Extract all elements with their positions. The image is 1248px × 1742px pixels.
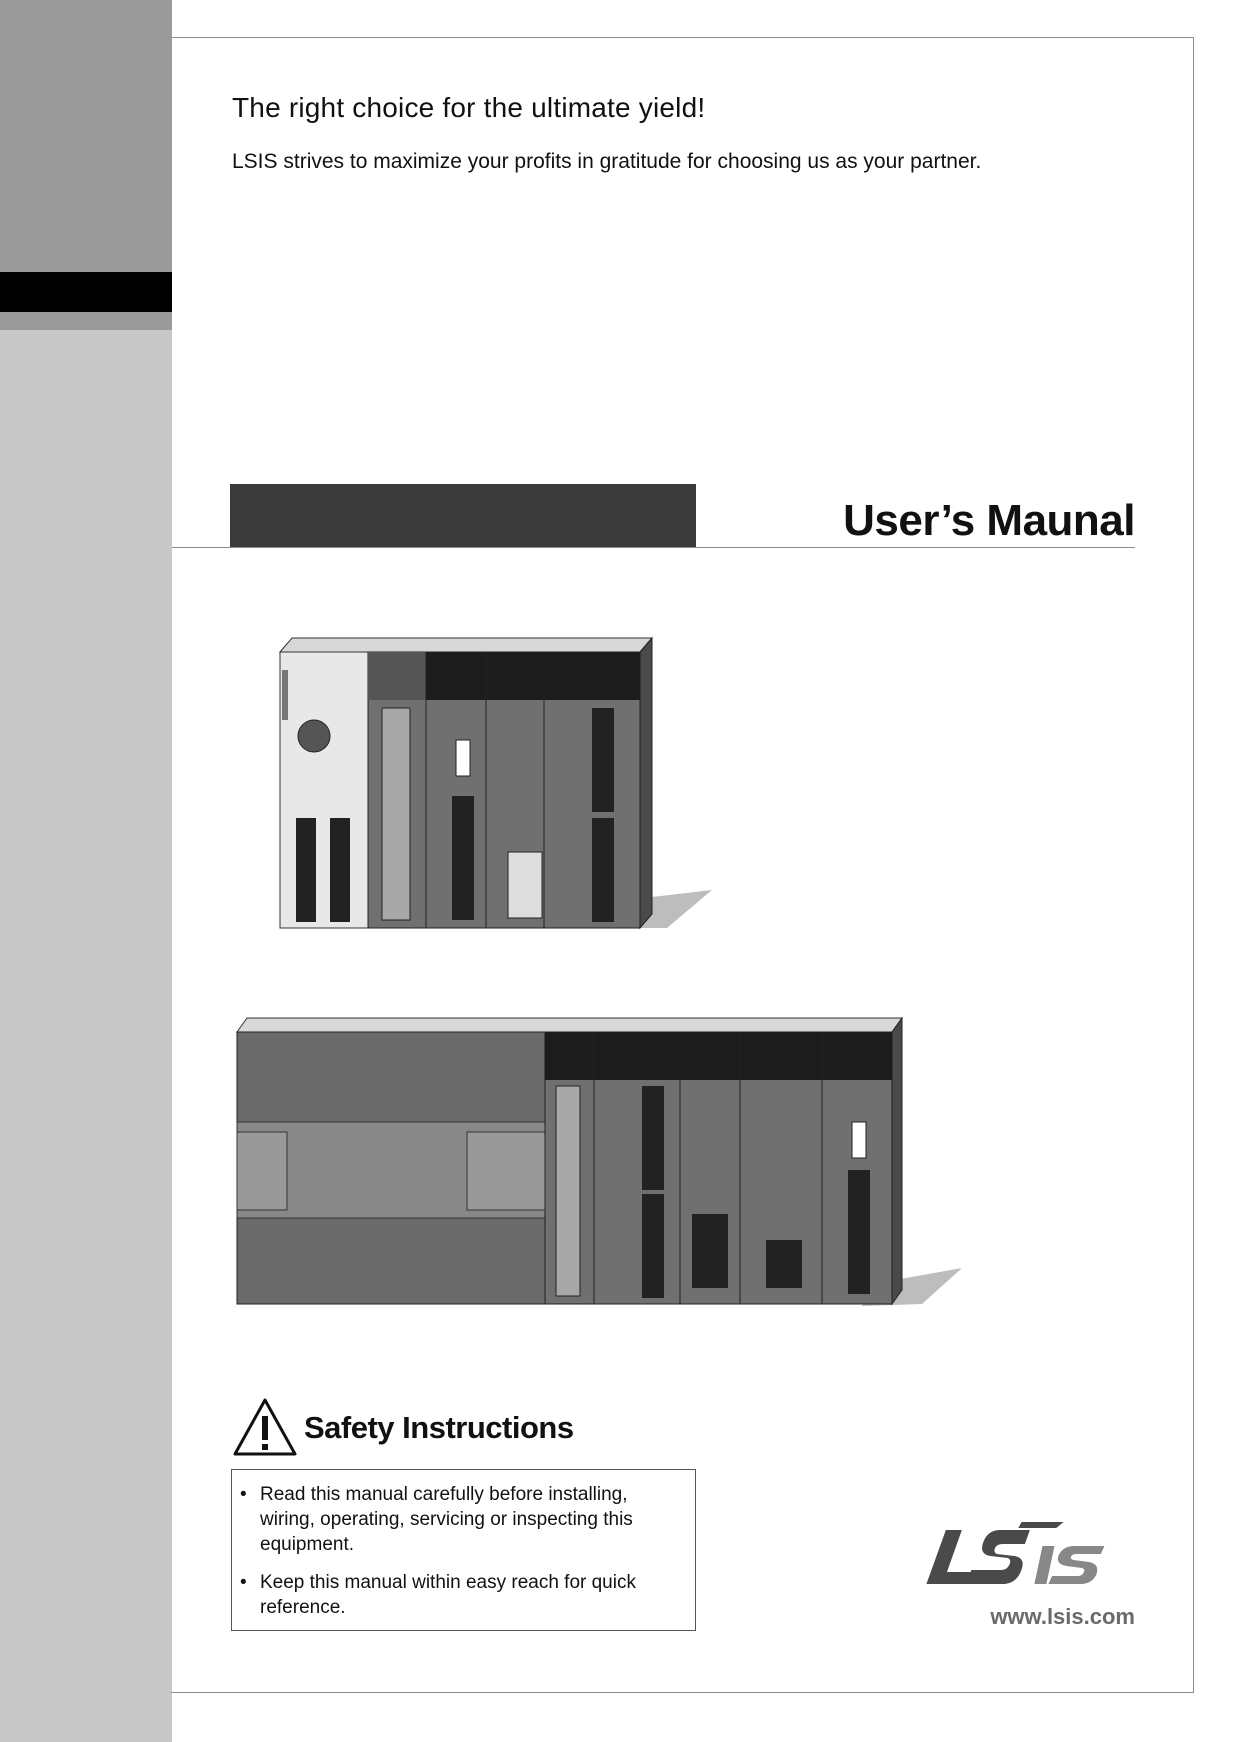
- plc-illustration-modular: [232, 1002, 962, 1322]
- bullet-icon: •: [240, 1484, 247, 1505]
- sidebar-grey-strip: [0, 312, 172, 330]
- bullet-icon: •: [240, 1572, 247, 1593]
- safety-item-text: Keep this manual within easy reach for quick reference.: [260, 1572, 636, 1618]
- safety-box: [231, 1469, 696, 1631]
- title-rule: [172, 547, 1135, 548]
- safety-title: Safety Instructions: [304, 1410, 574, 1445]
- safety-item: [240, 1482, 685, 1557]
- safety-item-text: Read this manual carefully before installing, wiring, operating, servicing or inspecting this equipment.: [260, 1484, 633, 1555]
- cover-headline: The right choice for the ultimate yield!: [232, 92, 706, 123]
- website-url[interactable]: www.lsis.com: [990, 1604, 1135, 1629]
- safety-item: [240, 1570, 685, 1620]
- sidebar-light-block: [0, 330, 172, 1742]
- sidebar-black-band: [0, 272, 172, 312]
- lsis-logo: [920, 1520, 1140, 1600]
- product-title-bar: [230, 484, 696, 547]
- sidebar-grey-block: [0, 0, 172, 272]
- manual-title: User’s Maunal: [843, 496, 1135, 545]
- warning-icon: [232, 1396, 298, 1458]
- bottom-rule: [172, 1692, 1194, 1693]
- plc-illustration-compact: [272, 630, 712, 940]
- cover-subline: LSIS strives to maximize your profits in gratitude for choosing us as your partner.: [232, 150, 982, 173]
